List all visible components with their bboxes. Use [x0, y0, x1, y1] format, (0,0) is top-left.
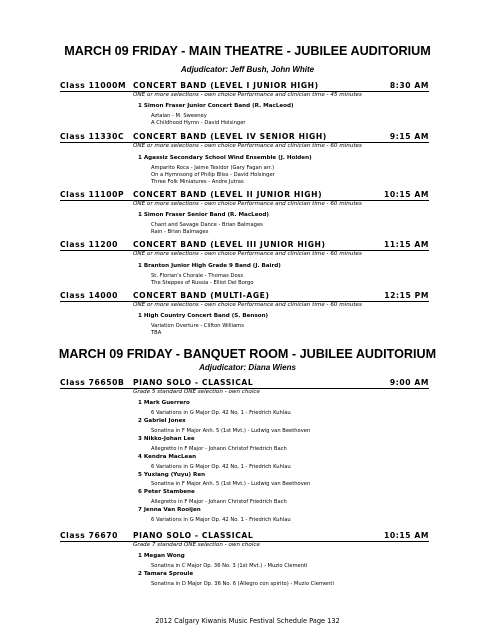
adjudicator: Adjudicator: Jeff Bush, John White [180, 65, 315, 74]
piece: Three Folk Miniatures - Andre Jutras [151, 179, 244, 185]
class-requirements: ONE or more selections - own choice Performance and clinician time - 45 minutes [133, 92, 362, 98]
performer: 5 Yuxiang (Yuyu) Ren [138, 472, 206, 478]
piece: Sonatina in F Major Anh. 5 (1st Mvt.) - Ludwig van Beethoven [151, 481, 311, 487]
performer: 3 Nikko-Johan Lee [138, 436, 195, 442]
section-title: MARCH 09 FRIDAY - MAIN THEATRE - JUBILEE AUDITORIUM [64, 44, 431, 58]
performer: 7 Jenna Van Rooijen [138, 507, 201, 513]
class-requirements: ONE or more selections - own choice Performance and clinician time - 60 minutes [133, 143, 362, 149]
performer: 2 Tamara Sproule [138, 571, 194, 577]
piece: Allegretto in F Major - Johann Christof Friedrich Bach [151, 446, 287, 452]
performer: 1 High Country Concert Band (S. Benson) [138, 313, 269, 319]
performer: 1 Mark Guerrero [138, 400, 190, 406]
piece: Allegretto in F Major - Johann Christof Friedrich Bach [151, 499, 287, 505]
piece: Chant and Savage Dance - Brian Balmages [151, 222, 263, 228]
performer: 1 Branton Junior High Grade 9 Band (J. Baird) [138, 263, 281, 269]
class-name: CONCERT BAND (LEVEL IV SENIOR HIGH) [133, 132, 327, 141]
class-name: CONCERT BAND (LEVEL I JUNIOR HIGH) [133, 81, 319, 90]
class-requirements: ONE or more selections - own choice Performance and clinician time - 60 minutes [133, 251, 362, 257]
performer: 6 Peter Stambene [138, 489, 195, 495]
performer: 1 Agassiz Secondary School Wind Ensemble (J. Holden) [138, 155, 312, 161]
class-id: Class 11330C [60, 132, 125, 141]
piece: Rain - Brian Balmages [151, 229, 209, 235]
class-requirements: Grade 5 standard ONE selection - own choice [133, 389, 260, 395]
class-time: 9:00 AM [389, 378, 429, 387]
class-time: 11:15 AM [383, 240, 429, 249]
piece: TBA [151, 330, 162, 336]
piece: Amparito Roca - Jaime Texidor (Gary Fagan arr.) [151, 165, 275, 171]
class-name: CONCERT BAND (LEVEL III JUNIOR HIGH) [133, 240, 326, 249]
piece: St. Florian's Chorale - Thomas Doss [151, 273, 244, 279]
piece: Sonatina in D Major Op. 36 No. 6 (Allegro con spirito) - Muzio Clementi [151, 581, 334, 587]
class-time: 8:30 AM [389, 81, 429, 90]
piece: The Steppes of Russia - Elliot Del Borgo [151, 280, 254, 286]
piece: 6 Variations in G Major Op. 42 No. 1 - Friedrich Kuhlau [151, 517, 291, 523]
class-id: Class 11100P [60, 190, 125, 199]
class-requirements: Grade 7 standard ONE selection - own choice [133, 542, 260, 548]
class-time: 12:15 PM [384, 291, 429, 300]
piece: Variation Overture - Clifton Williams [151, 323, 244, 329]
class-name: PIANO SOLO - CLASSICAL [133, 531, 254, 540]
piece: 6 Variations in G Major Op. 42 No. 1 - Friedrich Kuhlau [151, 410, 291, 416]
class-name: PIANO SOLO - CLASSICAL [133, 378, 254, 387]
performer: 4 Kendra MacLean [138, 454, 197, 460]
performer: 1 Megan Wong [138, 553, 185, 559]
piece: Sonatina in C Major Op. 36 No. 3 (1st Mvt.) - Muzio Clementi [151, 563, 308, 569]
class-id: Class 76650B [60, 378, 125, 387]
class-requirements: ONE or more selections - own choice Performance and clinician time - 60 minutes [133, 201, 362, 207]
class-name: CONCERT BAND (MULTI-AGE) [133, 291, 270, 300]
class-id: Class 11200 [60, 240, 119, 249]
piece: Sonatina in F Major Anh. 5 (1st Mvt.) - Ludwig van Beethoven [151, 428, 311, 434]
page-footer: 2012 Calgary Kiwanis Music Festival Schedule Page 132 [155, 617, 340, 625]
adjudicator: Adjudicator: Diana Wiens [199, 363, 296, 372]
piece: 6 Variations in G Major Op. 42 No. 1 - Friedrich Kuhlau [151, 464, 291, 470]
piece: A Childhood Hymn - David Holsinger [151, 120, 246, 126]
piece: Aztalan - M. Sweeney [151, 113, 207, 119]
performer: 1 Simon Fraser Senior Band (R. MacLeod) [138, 212, 269, 218]
class-id: Class 11000M [60, 81, 127, 90]
performer: 2 Gabriel Jones [138, 418, 186, 424]
class-id: Class 14000 [60, 291, 119, 300]
performer: 1 Simon Fraser Junior Concert Band (R. MacLeod) [138, 103, 294, 109]
class-time: 10:15 AM [383, 531, 429, 540]
section-title: MARCH 09 FRIDAY - BANQUET ROOM - JUBILEE AUDITORIUM [58, 347, 437, 361]
class-name: CONCERT BAND (LEVEL II JUNIOR HIGH) [133, 190, 323, 199]
piece: On a Hymnsong of Philip Bliss - David Holsinger [151, 172, 275, 178]
class-time: 10:15 AM [383, 190, 429, 199]
class-time: 9:15 AM [389, 132, 429, 141]
class-requirements: ONE or more selections - own choice Performance and clinician time - 60 minutes [133, 302, 362, 308]
class-id: Class 76670 [60, 531, 119, 540]
